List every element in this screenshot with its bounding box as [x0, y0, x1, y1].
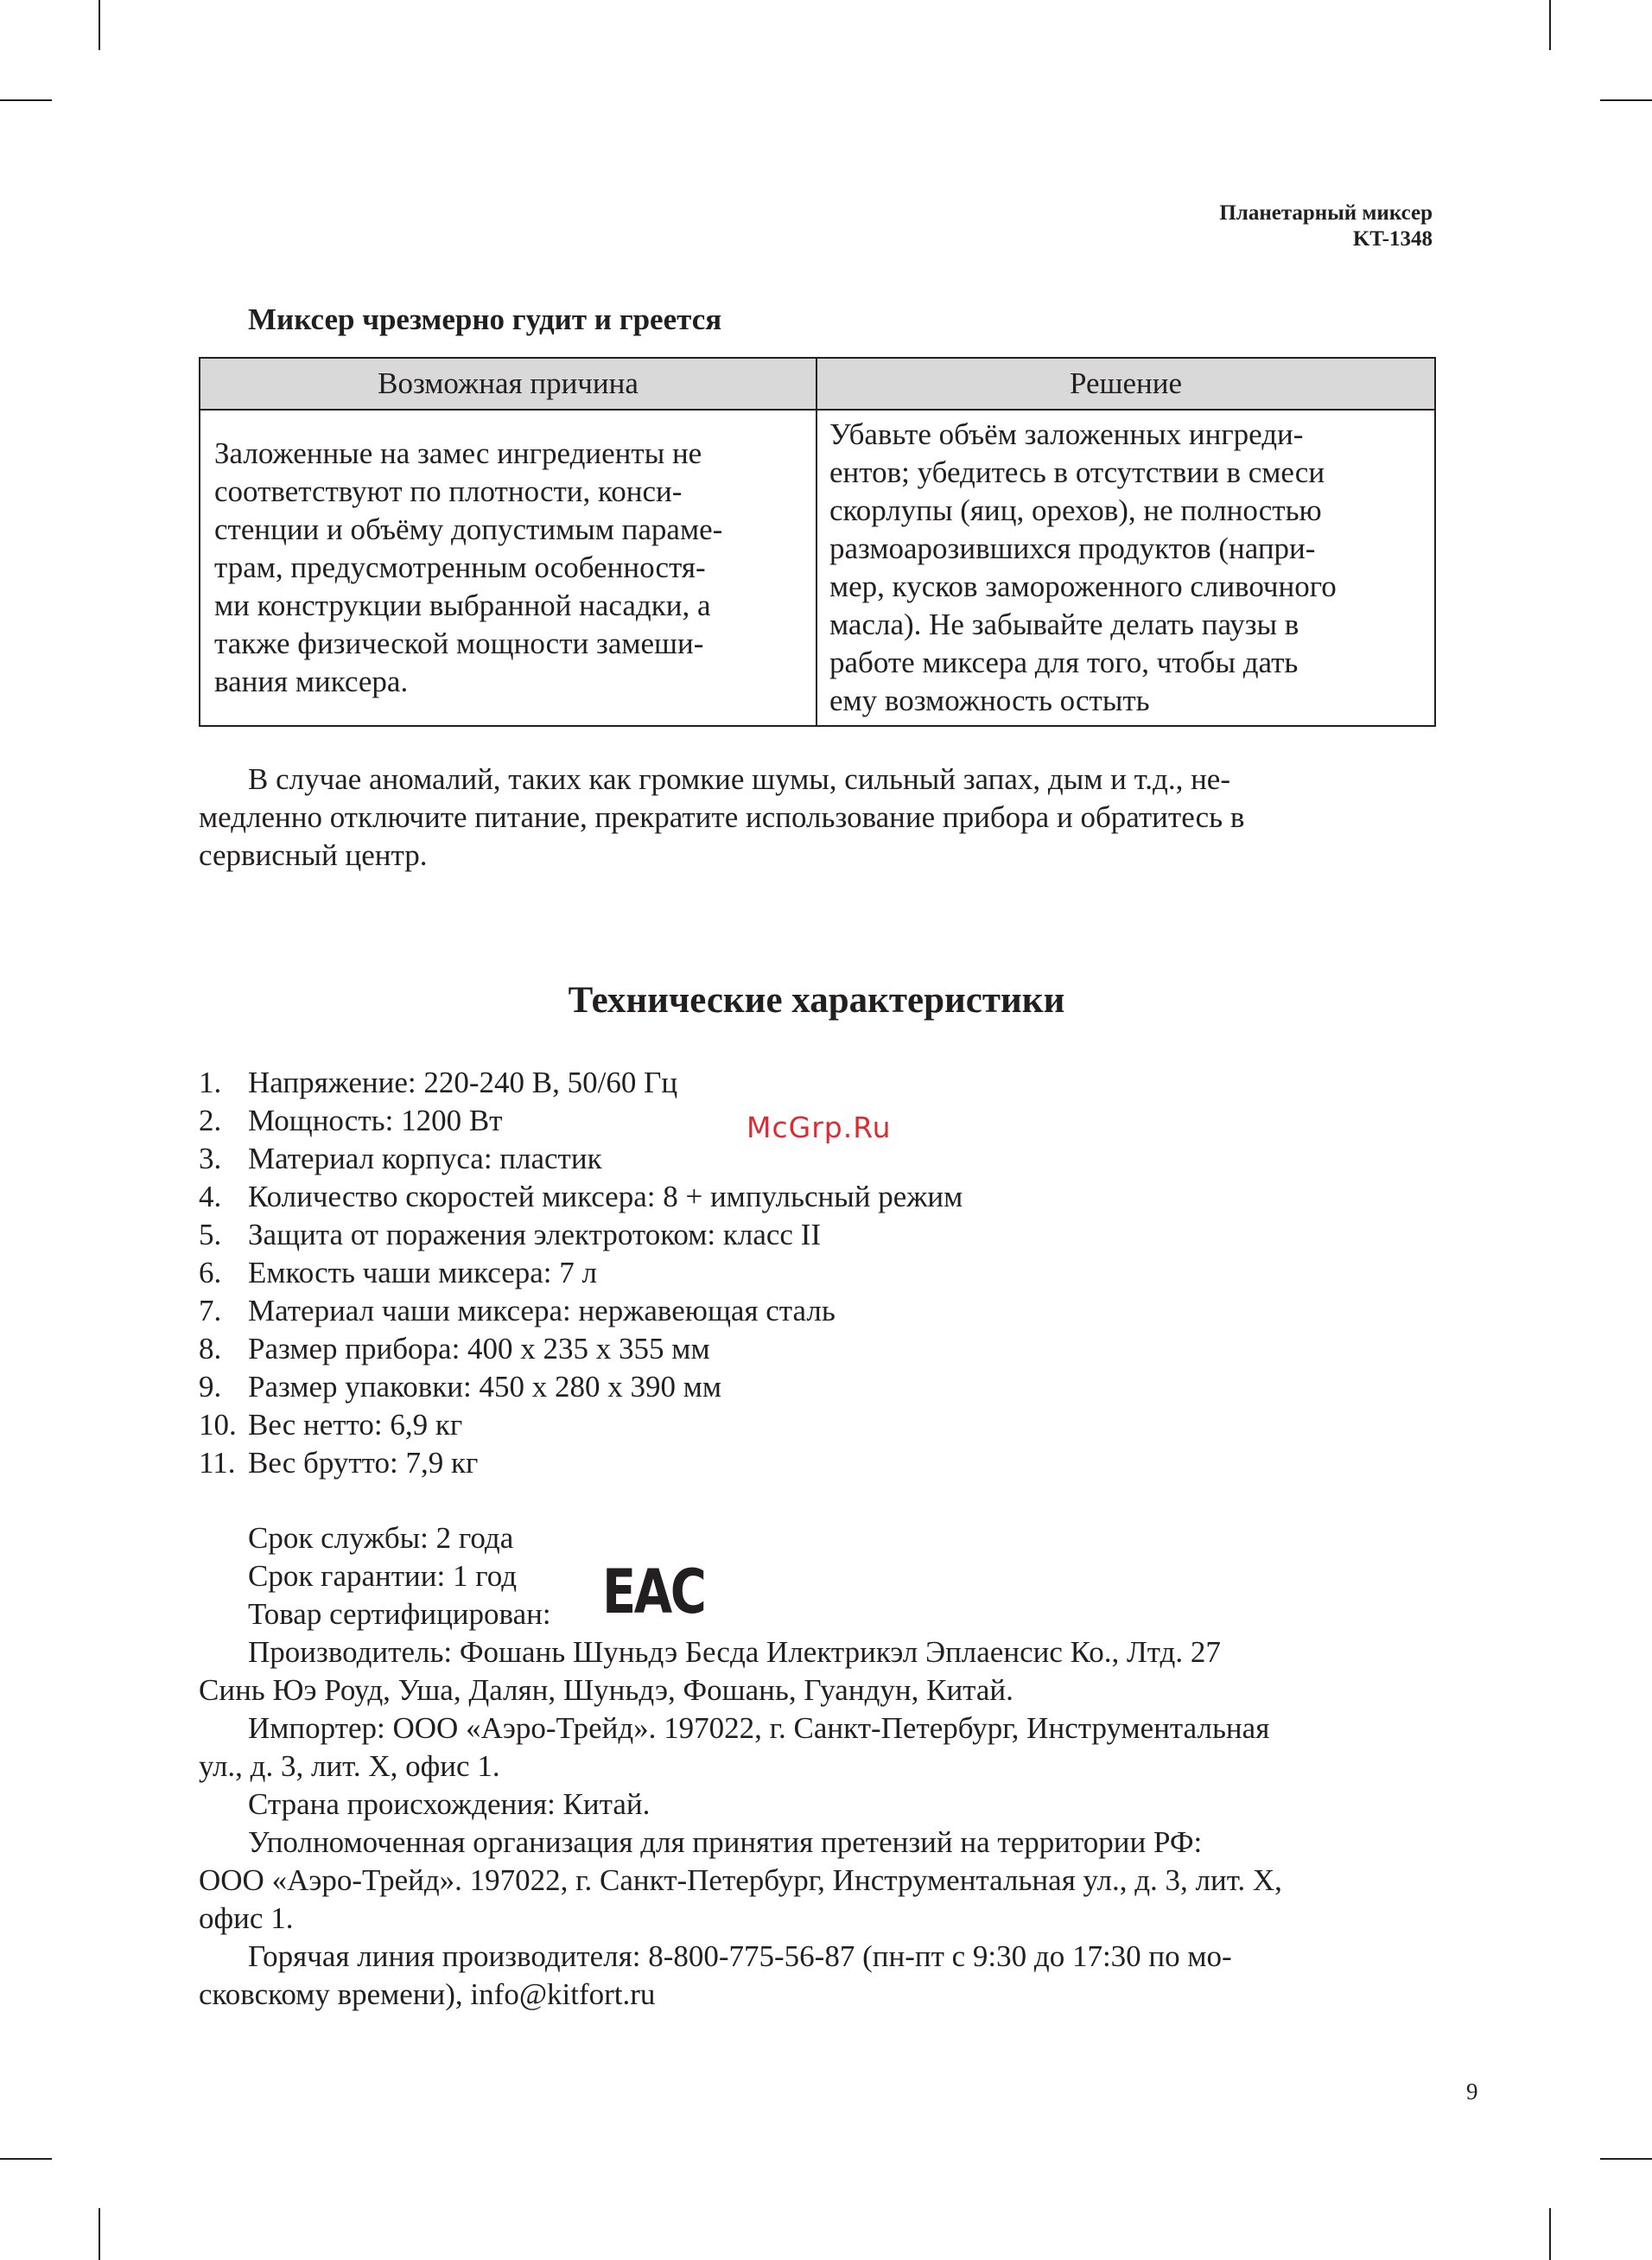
specs-title: Технические характеристики	[568, 980, 1065, 1021]
crop-mark	[98, 2208, 100, 2260]
warranty: Срок гарантии: 1 год	[248, 1559, 518, 1593]
list-item	[199, 1254, 963, 1292]
item-number: 11.	[199, 1446, 236, 1480]
solution-line: работе миксера для того, чтобы дать	[829, 646, 1299, 679]
crop-mark	[1600, 99, 1652, 101]
item-text: Вес нетто: 6,9 кг	[248, 1408, 463, 1442]
crop-mark	[1600, 2158, 1652, 2160]
crop-mark	[98, 0, 100, 50]
list-item	[199, 1330, 963, 1368]
page-number: 9	[1466, 2079, 1478, 2104]
authorized-line: Уполномоченная организация для принятия претензий на территории РФ:	[248, 1825, 1203, 1859]
item-text: Вес брутто: 7,9 кг	[248, 1446, 479, 1480]
item-number: 4.	[199, 1180, 222, 1213]
solution-line: ентов; убедитесь в отсутствии в смеси	[829, 455, 1325, 489]
anomaly-paragraph	[199, 761, 1436, 875]
item-text: Размер прибора: 400 х 235 х 355 мм	[248, 1332, 710, 1366]
anomaly-line: сервисный центр.	[199, 838, 428, 872]
item-number: 8.	[199, 1332, 222, 1366]
item-number: 7.	[199, 1294, 222, 1327]
cause-line: Заложенные на замес ингредиенты не	[214, 436, 702, 470]
solution-line: размоaрозившихся продуктов (напри-	[829, 532, 1316, 565]
origin-country: Страна происхождения: Китай.	[248, 1787, 651, 1821]
item-text: Защита от поражения электротоком: класс II	[248, 1218, 822, 1251]
cause-line: соответствуют по плотности, конси-	[214, 474, 683, 508]
importer-line: Импортер: ООО «Аэро-Трейд». 197022, г. Санкт-Петербург, Инструментальная	[248, 1711, 1270, 1745]
crop-mark	[0, 2158, 52, 2160]
troubleshooting-title: Миксер чрезмерно гудит и греется	[248, 302, 722, 336]
header-model: KT-1348	[1352, 227, 1433, 251]
item-text: Материал чаши миксера: нержавеющая сталь	[248, 1294, 836, 1327]
eac-mark-icon: EAC	[602, 1557, 705, 1627]
manufacturer-line: Синь Юэ Роуд, Уша, Далян, Шуньдэ, Фошань, Гуандун, Китай.	[199, 1673, 1013, 1707]
item-text: Количество скоростей миксера: 8 + импульсный режим	[248, 1180, 963, 1213]
header-product: Планетарный миксер	[1219, 201, 1433, 225]
solution-line: масла). Не забывайте делать паузы в	[829, 608, 1299, 641]
item-text: Материал корпуса: пластик	[248, 1142, 602, 1175]
list-item	[199, 1064, 963, 1102]
anomaly-line: медленно отключите питание, прекратите использование прибора и обратитесь в	[199, 800, 1245, 834]
item-number: 5.	[199, 1218, 222, 1251]
hotline-line: Горячая линия производителя: 8-800-775-56-87 (пн-пт с 9:30 до 17:30 по мо-	[248, 1939, 1232, 1973]
solution-cell	[816, 410, 1435, 726]
crop-mark	[1549, 0, 1551, 50]
solution-line: Убавьте объём заложенных ингреди-	[829, 417, 1304, 451]
solution-line: мер, кусков замороженного сливочного	[829, 570, 1337, 603]
item-number: 9.	[199, 1370, 222, 1404]
list-item	[199, 1178, 963, 1216]
crop-mark	[1549, 2208, 1551, 2260]
cause-line: трам, предусмотренным особенностя-	[214, 551, 706, 584]
list-item	[199, 1368, 963, 1406]
list-item	[199, 1406, 963, 1444]
item-text: Размер упаковки: 450 х 280 х 390 мм	[248, 1370, 722, 1404]
hotline-line: сковскому времени), info@kitfort.ru	[199, 1977, 656, 2011]
column-header-cause: Возможная причина	[200, 358, 816, 410]
list-item	[199, 1140, 963, 1178]
service-life: Срок службы: 2 года	[248, 1521, 514, 1555]
cause-line: стенции и объёму допустимым параме-	[214, 512, 723, 546]
cause-line: также физической мощности замеши-	[214, 627, 704, 660]
manufacturer-line: Производитель: Фошань Шуньдэ Бесда Илектрикэл Эплаенсис Ко., Лтд. 27	[248, 1635, 1221, 1669]
item-text: Емкость чаши миксера: 7 л	[248, 1256, 597, 1289]
item-number: 3.	[199, 1142, 222, 1175]
solution-line: ему возможность остыть	[829, 684, 1150, 717]
list-item	[199, 1292, 963, 1330]
watermark: McGrp.Ru	[747, 1111, 892, 1144]
solution-line: скорлупы (яиц, орехов), не полностью	[829, 493, 1322, 527]
importer-line: ул., д. 3, лит. Х, офис 1.	[199, 1749, 500, 1783]
anomaly-line: В случае аномалий, таких как громкие шумы, сильный запах, дым и т.д., не-	[248, 762, 1230, 796]
list-item	[199, 1216, 963, 1254]
table-row	[200, 410, 1435, 726]
troubleshooting-table	[199, 357, 1436, 727]
cause-line: ми конструкции выбранной насадки, а	[214, 589, 711, 622]
item-number: 2.	[199, 1104, 222, 1137]
cause-cell	[200, 410, 816, 726]
cause-line: вания миксера.	[214, 665, 409, 698]
running-header	[1219, 201, 1433, 252]
item-number: 10.	[199, 1408, 237, 1442]
crop-mark	[0, 99, 52, 101]
item-text: Мощность: 1200 Вт	[248, 1104, 503, 1137]
table-header-row	[200, 358, 1435, 410]
item-number: 6.	[199, 1256, 222, 1289]
authorized-line: ООО «Аэро-Трейд». 197022, г. Санкт-Петербург, Инструментальная ул., д. 3, лит. Х,	[199, 1863, 1282, 1897]
product-info	[199, 1519, 1443, 2014]
list-item	[199, 1444, 963, 1482]
certification: Товар сертифицирован:	[248, 1597, 551, 1631]
column-header-solution: Решение	[816, 358, 1435, 410]
authorized-line: офис 1.	[199, 1901, 294, 1935]
item-text: Напряжение: 220-240 В, 50/60 Гц	[248, 1066, 678, 1099]
item-number: 1.	[199, 1066, 222, 1099]
